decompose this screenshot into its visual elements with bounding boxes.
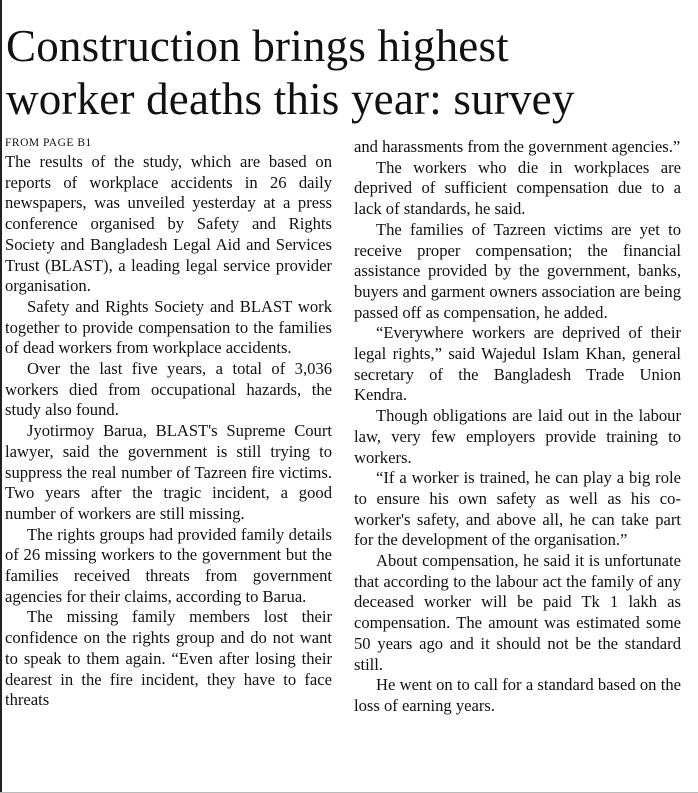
paragraph: “If a worker is trained, he can play a big role to ensure his own safety as well as his co-worker's safety, and above all, he can take part for the development of the organisation.” — [354, 468, 681, 550]
paragraph: Over the last five years, a total of 3,036 workers died from occupational hazards, the study also found. — [5, 359, 332, 420]
jump-label: FROM PAGE B1 — [5, 137, 92, 149]
article-column-right — [354, 137, 681, 717]
paragraph: and harassments from the government agencies.” — [354, 137, 681, 156]
paragraph: The missing family members lost their confidence on the rights group and do not want to speak to them again. “Even after losing their dearest in the fire incident, they have to face threats — [5, 607, 332, 710]
paragraph: He went on to call for a standard based on the loss of earning years. — [354, 675, 681, 715]
paragraph: About compensation, he said it is unfortunate that according to the labour act the family of any deceased worker will be paid Tk 1 lakh as compensation. The amount was estimated some 50 years ago and it should not be the standard still. — [354, 551, 681, 674]
paragraph: Safety and Rights Society and BLAST work together to provide compensation to the families of dead workers from workplace accidents. — [5, 296, 332, 358]
headline-line-1: Construction brings highest — [6, 21, 509, 71]
paragraph: Jyotirmoy Barua, BLAST's Supreme Court lawyer, said the government is still trying to suppress the real number of Tazreen fire victims. Two years after the tragic incident, a good number of workers are still missing. — [5, 421, 332, 523]
paragraph: The rights groups had provided family details of 26 missing workers to the government but the families received threats from government agencies for their claims, according to Barua. — [5, 524, 332, 606]
paragraph: The families of Tazreen victims are yet to receive proper compensation; the financial assistance provided by the government, banks, buyers and garment owners association are being passed off as compensation, he added. — [354, 219, 681, 322]
column-rule-left — [0, 0, 2, 793]
paragraph: Though obligations are laid out in the labour law, very few employers provide training to workers. — [354, 406, 681, 467]
paragraph: “Everywhere workers are deprived of their legal rights,” said Wajedul Islam Khan, general secretary of the Bangladesh Trade Union Kendra. — [354, 323, 681, 405]
article-column-left — [5, 135, 332, 711]
headline-line-2: worker deaths this year: survey — [6, 74, 575, 124]
paragraph: The results of the study, which are based on reports of workplace accidents in 26 daily newspapers, was unveiled yesterday at a press conference organised by Safety and Rights Society and Bangladesh Legal Aid and Services Trust (BLAST), a leading legal service provider organisation. — [5, 152, 332, 296]
headline — [6, 20, 696, 126]
paragraph: The workers who die in workplaces are deprived of sufficient compensation due to a lack of standards, he said. — [354, 157, 681, 219]
